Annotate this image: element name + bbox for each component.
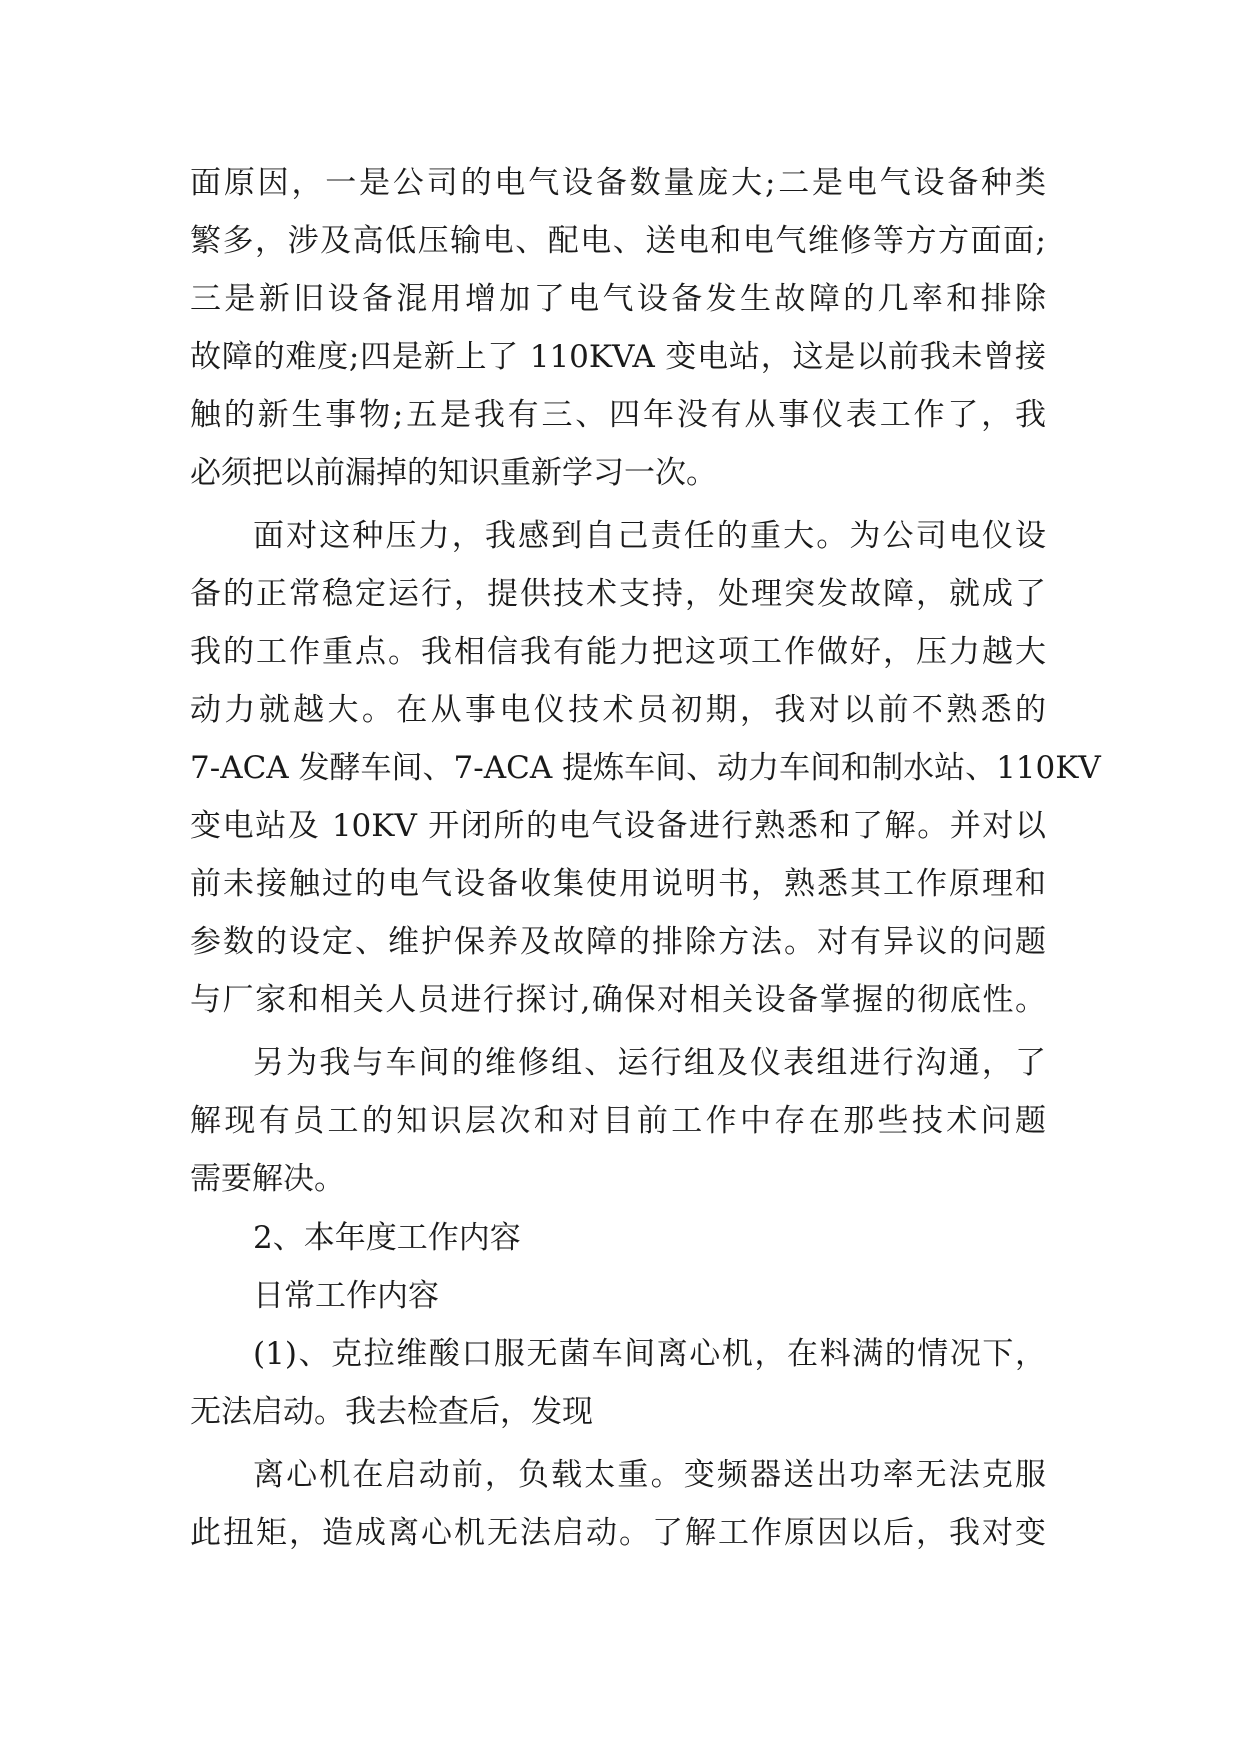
text-line: 前未接触过的电气设备收集使用说明书，熟悉其工作原理和 [190, 866, 1046, 902]
text-line: 需要解决。 [190, 1161, 345, 1197]
text-line: 7-ACA 发酵车间、7-ACA 提炼车间、动力车间和制水站、110KV [190, 750, 1101, 786]
text-line: 必须把以前漏掉的知识重新学习一次。 [190, 455, 717, 491]
subsection-heading: 日常工作内容 [253, 1278, 439, 1314]
text-line: 触的新生事物;五是我有三、四年没有从事仪表工作了，我 [190, 397, 1046, 433]
text-line: 繁多，涉及高低压输电、配电、送电和电气维修等方方面面; [190, 223, 1046, 259]
text-line: 三是新旧设备混用增加了电气设备发生故障的几率和排除 [190, 281, 1046, 317]
paragraph-first-line: 离心机在启动前，负载太重。变频器送出功率无法克服 [253, 1457, 1046, 1493]
text-line: 无法启动。我去检查后，发现 [190, 1394, 593, 1430]
text-line: 我的工作重点。我相信我有能力把这项工作做好，压力越大 [190, 634, 1046, 670]
text-line: 变电站及 10KV 开闭所的电气设备进行熟悉和了解。并对以 [190, 808, 1046, 844]
paragraph-first-line: 面对这种压力，我感到自己责任的重大。为公司电仪设 [253, 518, 1046, 554]
text-line: 此扭矩，造成离心机无法启动。了解工作原因以后，我对变 [190, 1515, 1046, 1551]
section-heading: 2、本年度工作内容 [253, 1220, 521, 1256]
paragraph-first-line: (1)、克拉维酸口服无菌车间离心机，在料满的情况下， [253, 1336, 1046, 1372]
text-line: 面原因，一是公司的电气设备数量庞大;二是电气设备种类 [190, 165, 1046, 201]
paragraph-first-line: 另为我与车间的维修组、运行组及仪表组进行沟通，了 [253, 1045, 1046, 1081]
text-line: 参数的设定、维护保养及故障的排除方法。对有异议的问题 [190, 924, 1046, 960]
text-line: 备的正常稳定运行，提供技术支持，处理突发故障，就成了 [190, 576, 1046, 612]
text-line: 故障的难度;四是新上了 110KVA 变电站，这是以前我未曾接 [190, 339, 1046, 375]
text-line: 解现有员工的知识层次和对目前工作中存在那些技术问题 [190, 1103, 1046, 1139]
text-line: 动力就越大。在从事电仪技术员初期，我对以前不熟悉的 [190, 692, 1046, 728]
text-line: 与厂家和相关人员进行探讨,确保对相关设备掌握的彻底性。 [190, 982, 1046, 1018]
